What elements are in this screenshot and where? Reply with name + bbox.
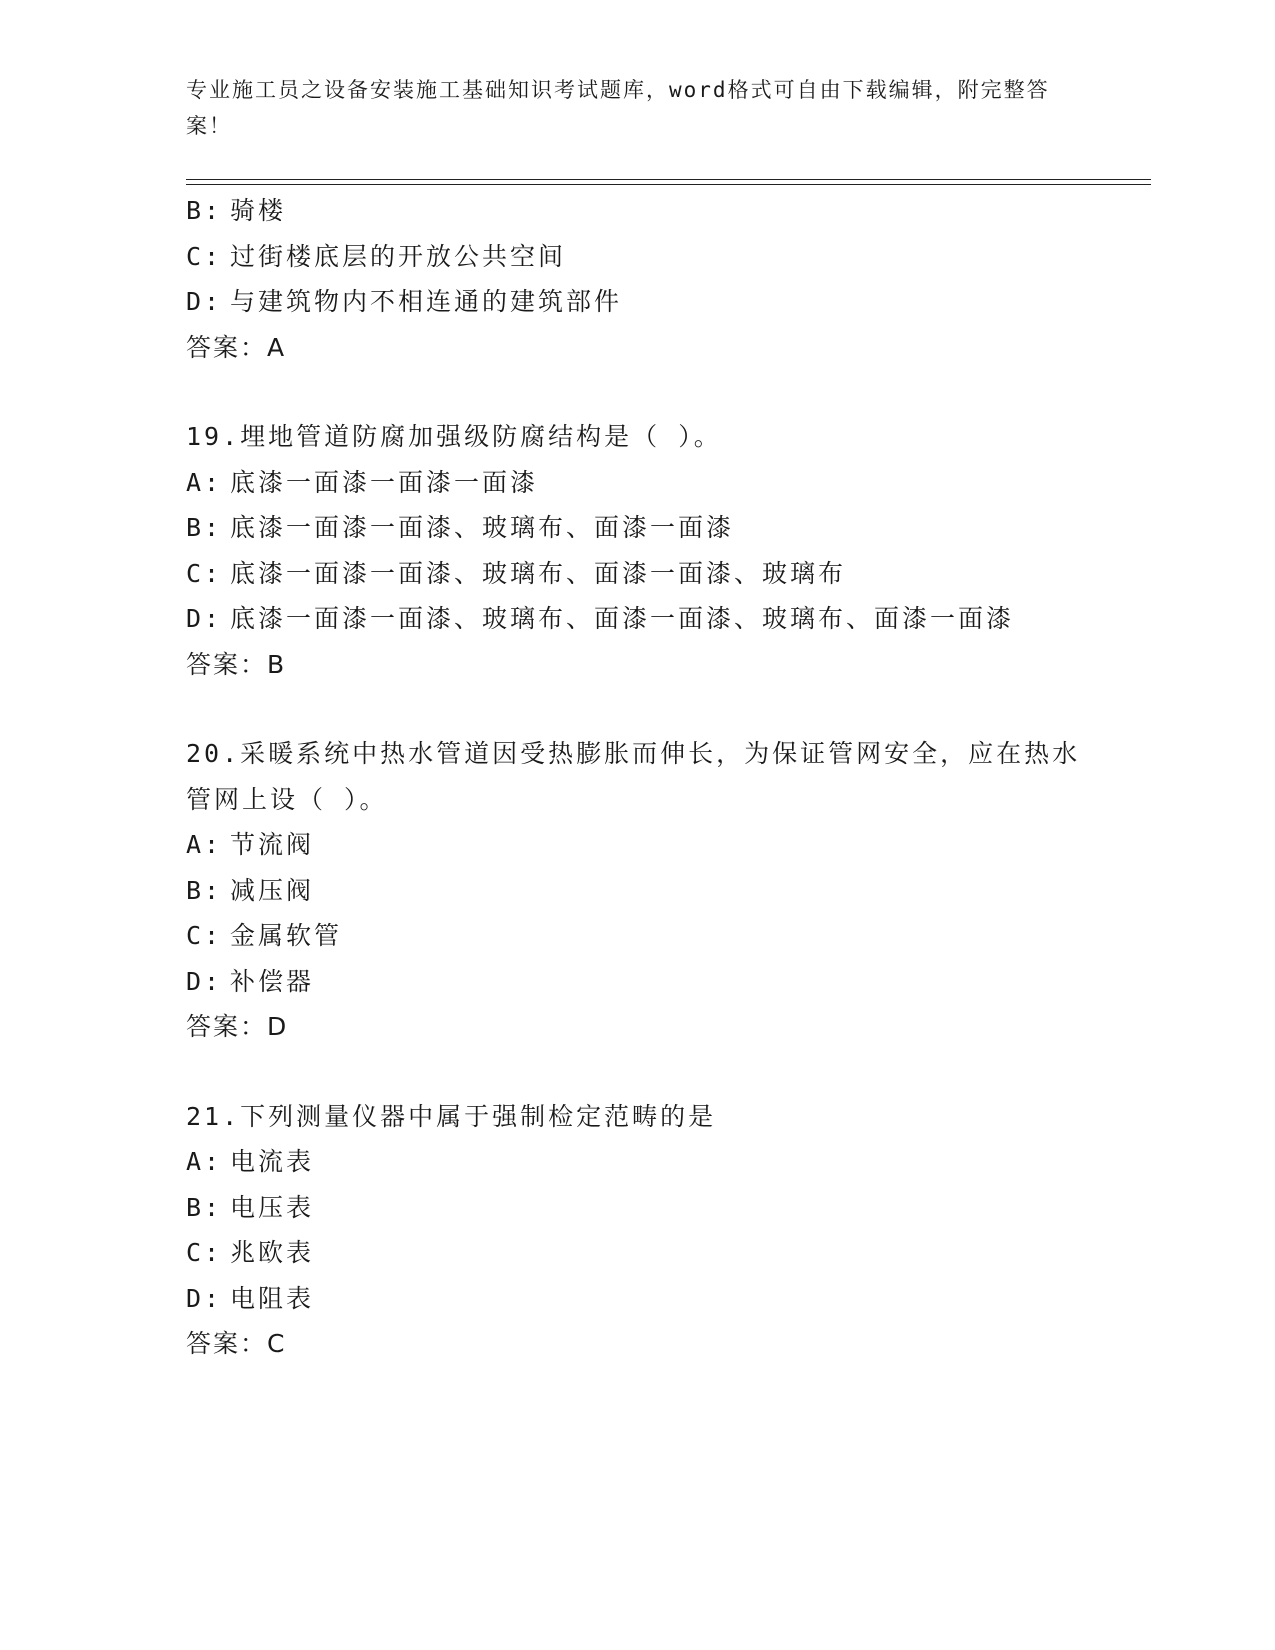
option-label: A: [186,1147,223,1176]
option-label: B: [186,875,223,905]
option-label: C: [186,241,223,271]
option-label: D: [186,1283,223,1313]
option-b [186,188,1151,234]
option-text: 补偿器 [230,966,315,996]
document-header: 专业施工员之设备安装施工基础知识考试题库，word格式可自由下载编辑，附完整答案！ [186,78,1050,138]
option-text: 与建筑物内不相连通的建筑部件 [230,287,623,316]
option-a [186,460,1151,506]
option-text: 金属软管 [230,921,343,950]
option-label: D: [186,966,223,996]
option-d [186,959,1151,1005]
option-label: B: [186,513,223,542]
option-a [186,1139,1151,1185]
question-18-continuation [186,188,1151,370]
option-label: B: [186,1192,223,1222]
option-text: 底漆一面漆一面漆一面漆 [230,467,539,497]
option-label: C: [186,921,223,950]
option-d [186,279,1151,325]
answer-line: 答案：D [186,1012,289,1041]
question-text: 21.下列测量仪器中属于强制检定范畴的是 [186,1101,717,1131]
header-divider-top [186,179,1151,180]
option-label: C: [186,1238,223,1267]
option-text: 底漆一面漆一面漆、玻璃布、面漆一面漆、玻璃布 [230,558,847,588]
option-b [186,868,1151,914]
option-b [186,505,1151,551]
option-label: D: [186,604,223,633]
option-label: C: [186,558,223,588]
option-label: B: [186,196,223,225]
answer-line: 答案：B [186,649,287,679]
question-list [186,188,1151,1367]
answer-line: 答案：A [186,332,287,362]
option-text: 底漆一面漆一面漆、玻璃布、面漆一面漆 [230,513,735,542]
question-19 [186,414,1151,687]
option-label: A: [186,467,223,497]
option-label: D: [186,287,223,316]
option-d [186,596,1151,642]
answer-line: 答案：C [186,1329,287,1358]
spacer [186,1050,1151,1094]
option-c [186,913,1151,959]
question-text: 19.埋地管道防腐加强级防腐结构是（ ）。 [186,422,722,451]
option-text: 骑楼 [230,196,287,225]
question-text: 20.采暖系统中热水管道因受热膨胀而伸长，为保证管网安全，应在热水管网上设（ ）。 [186,739,1081,814]
option-a [186,822,1151,868]
option-b [186,1185,1151,1231]
option-label: A: [186,830,223,859]
option-text: 减压阀 [230,875,315,905]
question-21 [186,1094,1151,1367]
option-c [186,234,1151,280]
spacer [186,370,1151,414]
option-text: 电压表 [230,1192,315,1222]
spacer [186,687,1151,731]
option-text: 底漆一面漆一面漆、玻璃布、面漆一面漆、玻璃布、面漆一面漆 [230,604,1015,633]
option-text: 电阻表 [230,1283,315,1313]
option-text: 电流表 [230,1147,315,1176]
option-d [186,1276,1151,1322]
option-c [186,551,1151,597]
option-c [186,1230,1151,1276]
option-text: 兆欧表 [230,1238,315,1267]
option-text: 过街楼底层的开放公共空间 [230,241,567,271]
option-text: 节流阀 [230,830,315,859]
question-20 [186,731,1151,1050]
header-divider-bottom [186,184,1151,185]
